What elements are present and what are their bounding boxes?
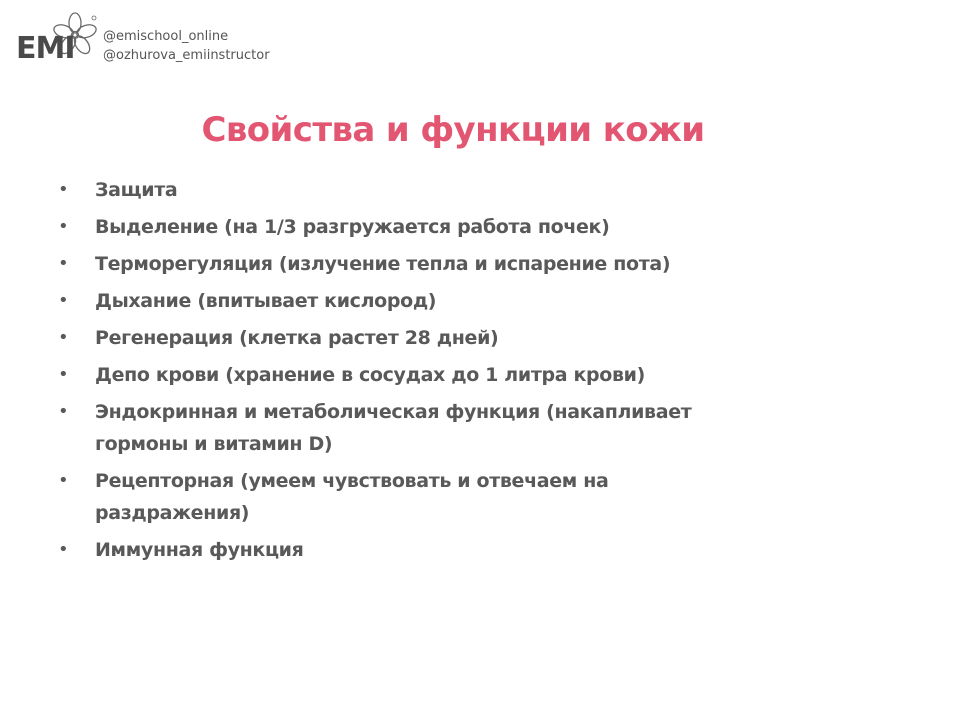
- bullet-text: Терморегуляция (излучение тепла и испарение пота): [95, 253, 671, 275]
- bullet-list: [58, 174, 918, 571]
- brand-logo: [16, 12, 98, 68]
- bullet-text: Рецепторная (умеем чувствовать и отвечаем на раздражения): [95, 470, 609, 524]
- bullet-text: Регенерация (клетка растет 28 дней): [95, 327, 499, 349]
- bullet-text: Эндокринная и метаболическая функция (накапливает гормоны и витамин D): [95, 401, 692, 455]
- bullet-item: [58, 396, 715, 460]
- instagram-handle-school: @emischool_online: [103, 29, 229, 44]
- logo-wordmark: EMI: [16, 31, 75, 66]
- bullet-marker: •: [58, 539, 69, 560]
- bullet-item: [58, 285, 918, 317]
- bullet-text: Выделение (на 1/3 разгружается работа почек): [95, 216, 610, 238]
- bullet-marker: •: [58, 364, 69, 385]
- social-handles: [103, 27, 270, 65]
- bullet-item: [58, 248, 918, 280]
- bullet-text: Защита: [95, 179, 178, 201]
- bullet-marker: •: [58, 327, 69, 348]
- bullet-marker: •: [58, 216, 69, 237]
- bullet-item: [58, 322, 918, 354]
- bullet-item: [58, 465, 715, 529]
- instagram-handle-instructor: @ozhurova_emiinstructor: [103, 48, 270, 63]
- bullet-item: [58, 211, 918, 243]
- bullet-marker: •: [58, 290, 69, 311]
- bullet-item: [58, 359, 918, 391]
- bullet-marker: •: [58, 179, 69, 200]
- bullet-text: Депо крови (хранение в сосудах до 1 литра крови): [95, 364, 645, 386]
- bullet-item: [58, 534, 918, 566]
- bullet-text: Дыхание (впитывает кислород): [95, 290, 437, 312]
- bullet-marker: •: [58, 470, 69, 491]
- bullet-marker: •: [58, 253, 69, 274]
- slide-title: Свойства и функции кожи: [201, 110, 705, 150]
- bullet-text: Иммунная функция: [95, 539, 304, 561]
- bullet-marker: •: [58, 401, 69, 422]
- bullet-item: [58, 174, 918, 206]
